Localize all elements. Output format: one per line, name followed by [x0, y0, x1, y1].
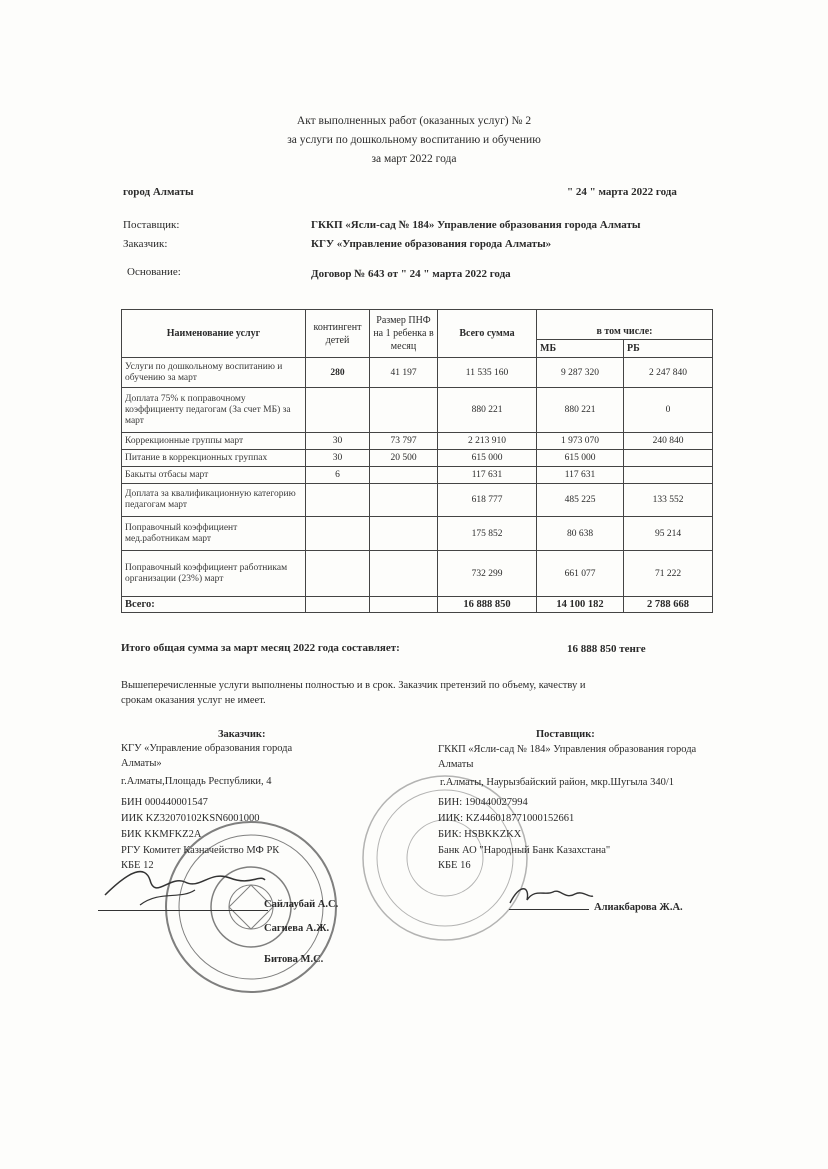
customer-bank: РГУ Комитет Казначейство МФ РК: [121, 845, 280, 856]
summary-value: 16 888 850 тенге: [567, 643, 646, 655]
row-contingent: 6: [306, 467, 370, 484]
customer-bik: БИК KKMFKZ2A: [121, 829, 202, 840]
row-mb: 1 973 070: [537, 433, 624, 450]
row-mb: 9 287 320: [537, 358, 624, 388]
customer-iik: ИИК KZ32070102KSN6001000: [121, 813, 260, 824]
row-name: Питание в коррекционных группах: [122, 450, 306, 467]
row-rate: 73 797: [370, 433, 438, 450]
total-rb: 2 788 668: [624, 597, 713, 613]
table-row: [122, 358, 713, 388]
supplier-bik: БИК: HSBKKZKX: [438, 829, 522, 840]
table-row: [122, 551, 713, 597]
row-rate: [370, 388, 438, 433]
document-title: [0, 112, 828, 169]
supplier-bank: Банк АО "Народный Банк Казахстана": [438, 845, 611, 856]
supplier-name-2: Алматы: [438, 759, 474, 770]
title-line-1: Акт выполненных работ (оказанных услуг) № 2: [296, 115, 532, 127]
row-contingent: [306, 484, 370, 517]
row-mb: 615 000: [537, 450, 624, 467]
completion-note-1: Вышеперечисленные услуги выполнены полностью и в срок. Заказчик претензий по объему, качеству и: [121, 680, 586, 691]
row-rate: [370, 484, 438, 517]
city: город Алматы: [123, 186, 194, 198]
supplier-heading: Поставщик:: [536, 729, 595, 740]
total-sum: 16 888 850: [438, 597, 537, 613]
row-name: Доплата 75% к поправочному коэффициенту педагогам (За счет МБ) за март: [122, 388, 306, 433]
customer-signer-2: Сагиева А.Ж.: [264, 923, 330, 934]
customer-name-2: Алматы»: [121, 758, 162, 769]
supplier-value: ГККП «Ясли-сад № 184» Управление образования города Алматы: [311, 219, 641, 231]
row-mb: 117 631: [537, 467, 624, 484]
table-row: [122, 450, 713, 467]
table-header-row: [122, 310, 713, 340]
row-total: 732 299: [438, 551, 537, 597]
customer-value: КГУ «Управление образования города Алматы»: [311, 238, 552, 250]
supplier-signer: Алиакбарова Ж.А.: [594, 902, 683, 913]
table-row: [122, 433, 713, 450]
header-total: Всего сумма: [438, 310, 537, 358]
row-rb: 133 552: [624, 484, 713, 517]
supplier-address: г.Алматы, Наурызбайский район, мкр.Шугыла 340/1: [440, 777, 674, 788]
row-total: 618 777: [438, 484, 537, 517]
header-including: в том числе:: [537, 310, 713, 340]
header-name: Наименование услуг: [122, 310, 306, 358]
customer-heading: Заказчик:: [218, 729, 266, 740]
row-contingent: [306, 517, 370, 551]
row-rb: 71 222: [624, 551, 713, 597]
row-total: 880 221: [438, 388, 537, 433]
supplier-name-1: ГККП «Ясли-сад № 184» Управления образования города: [438, 744, 697, 755]
customer-kbe: КБЕ 12: [121, 860, 154, 871]
row-rate: 20 500: [370, 450, 438, 467]
supplier-kbe: КБЕ 16: [438, 860, 471, 871]
header-contingent: контингент детей: [306, 310, 370, 358]
row-total: 117 631: [438, 467, 537, 484]
row-mb: 80 638: [537, 517, 624, 551]
row-contingent: 280: [306, 358, 370, 388]
summary-label: Итого общая сумма за март месяц 2022 года составляет:: [121, 642, 400, 654]
row-mb: 485 225: [537, 484, 624, 517]
customer-signature-icon: [100, 860, 270, 915]
total-mb: 14 100 182: [537, 597, 624, 613]
row-total: 615 000: [438, 450, 537, 467]
act-date: " 24 " марта 2022 года: [567, 186, 677, 198]
row-contingent: 30: [306, 433, 370, 450]
row-total: 2 213 910: [438, 433, 537, 450]
row-name: Поправочный коэффициент мед.работникам март: [122, 517, 306, 551]
row-total: 175 852: [438, 517, 537, 551]
row-name: Услуги по дошкольному воспитанию и обучению за март: [122, 358, 306, 388]
row-rb: 240 840: [624, 433, 713, 450]
total-label: Всего:: [122, 597, 306, 613]
basis-label: Основание:: [127, 266, 181, 278]
table-row: [122, 484, 713, 517]
row-mb: 880 221: [537, 388, 624, 433]
row-contingent: [306, 551, 370, 597]
row-rate: [370, 551, 438, 597]
row-rb: 2 247 840: [624, 358, 713, 388]
row-rate: [370, 467, 438, 484]
table-total-row: [122, 597, 713, 613]
row-total: 11 535 160: [438, 358, 537, 388]
row-name: Бакыты отбасы март: [122, 467, 306, 484]
row-name: Поправочный коэффициент работникам организации (23%) март: [122, 551, 306, 597]
services-table: [121, 309, 713, 613]
table-row: [122, 517, 713, 551]
row-contingent: 30: [306, 450, 370, 467]
customer-address: г.Алматы,Площадь Республики, 4: [121, 776, 272, 787]
row-rb: 0: [624, 388, 713, 433]
row-name: Доплата за квалификационную категорию педагогам март: [122, 484, 306, 517]
table-row: [122, 467, 713, 484]
customer-signer-3: Битова М.С.: [264, 954, 324, 965]
supplier-signature-icon: [505, 878, 595, 913]
row-rb: [624, 450, 713, 467]
title-line-2: за услуги по дошкольному воспитанию и обучению: [287, 134, 541, 146]
customer-label: Заказчик:: [123, 238, 168, 250]
row-contingent: [306, 388, 370, 433]
customer-name-1: КГУ «Управление образования города: [121, 743, 293, 754]
title-line-3: за март 2022 года: [371, 153, 457, 165]
basis-value: Договор № 643 от " 24 " марта 2022 года: [311, 268, 511, 280]
header-rate: Размер ПНФ на 1 ребенка в месяц: [370, 310, 438, 358]
supplier-signature-line: [509, 909, 589, 910]
customer-signer-1: Сайлаубай А.С.: [264, 899, 339, 910]
row-rate: [370, 517, 438, 551]
customer-signature-line: [98, 910, 268, 911]
row-rb: 95 214: [624, 517, 713, 551]
supplier-bin: БИН: 190440027994: [438, 797, 528, 808]
row-name: Коррекционные группы март: [122, 433, 306, 450]
customer-bin: БИН 000440001547: [121, 797, 208, 808]
supplier-label: Поставщик:: [123, 219, 180, 231]
header-mb: МБ: [537, 340, 624, 358]
completion-note-2: срокам оказания услуг не имеет.: [121, 695, 266, 706]
row-rate: 41 197: [370, 358, 438, 388]
supplier-iik: ИИК: KZ446018771000152661: [438, 813, 575, 824]
row-mb: 661 077: [537, 551, 624, 597]
row-rb: [624, 467, 713, 484]
table-row: [122, 388, 713, 433]
header-rb: РБ: [624, 340, 713, 358]
